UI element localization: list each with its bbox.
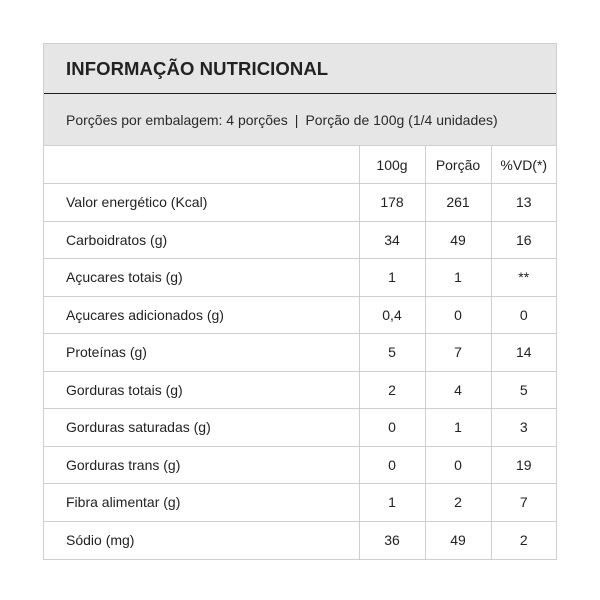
table-row xyxy=(44,409,556,447)
value-vd: 14 xyxy=(491,334,556,372)
portion-size: Porção de 100g (1/4 unidades) xyxy=(305,111,498,128)
servings-per-package: Porções por embalagem: 4 porções xyxy=(66,111,288,128)
nutrient-label: Carboidratos (g) xyxy=(44,221,359,259)
column-header-portion: Porção xyxy=(425,146,491,184)
value-100g: 0 xyxy=(359,409,425,447)
table-row xyxy=(44,296,556,334)
table-row xyxy=(44,371,556,409)
value-vd: 2 xyxy=(491,521,556,559)
value-portion: 2 xyxy=(425,484,491,522)
value-vd: 5 xyxy=(491,371,556,409)
value-vd: 3 xyxy=(491,409,556,447)
servings-separator: | xyxy=(294,111,299,128)
nutrition-table xyxy=(44,146,556,559)
table-row xyxy=(44,521,556,559)
value-100g: 1 xyxy=(359,259,425,297)
column-header-vd: %VD(*) xyxy=(491,146,556,184)
nutrient-label: Proteínas (g) xyxy=(44,334,359,372)
value-portion: 0 xyxy=(425,446,491,484)
value-100g: 1 xyxy=(359,484,425,522)
table-row xyxy=(44,221,556,259)
value-vd: 13 xyxy=(491,184,556,222)
nutrient-label: Açucares adicionados (g) xyxy=(44,296,359,334)
value-100g: 0,4 xyxy=(359,296,425,334)
table-row xyxy=(44,484,556,522)
table-row xyxy=(44,446,556,484)
value-100g: 5 xyxy=(359,334,425,372)
value-vd: 7 xyxy=(491,484,556,522)
value-vd: 16 xyxy=(491,221,556,259)
nutrient-label: Açucares totais (g) xyxy=(44,259,359,297)
value-vd: 19 xyxy=(491,446,556,484)
table-header-row xyxy=(44,146,556,184)
value-portion: 261 xyxy=(425,184,491,222)
nutrient-label: Gorduras trans (g) xyxy=(44,446,359,484)
value-portion: 49 xyxy=(425,521,491,559)
value-portion: 49 xyxy=(425,221,491,259)
value-100g: 178 xyxy=(359,184,425,222)
nutrition-facts-panel xyxy=(43,43,557,560)
title-bar xyxy=(44,44,556,94)
table-row xyxy=(44,184,556,222)
value-100g: 34 xyxy=(359,221,425,259)
value-portion: 4 xyxy=(425,371,491,409)
value-portion: 7 xyxy=(425,334,491,372)
servings-bar xyxy=(44,94,556,146)
table-row xyxy=(44,334,556,372)
value-100g: 0 xyxy=(359,446,425,484)
nutrient-label: Valor energético (Kcal) xyxy=(44,184,359,222)
nutrient-label: Gorduras saturadas (g) xyxy=(44,409,359,447)
table-row xyxy=(44,259,556,297)
nutrition-title: INFORMAÇÃO NUTRICIONAL xyxy=(66,57,329,79)
nutrient-label: Gorduras totais (g) xyxy=(44,371,359,409)
value-vd: ** xyxy=(491,259,556,297)
value-portion: 1 xyxy=(425,259,491,297)
value-100g: 36 xyxy=(359,521,425,559)
nutrient-label: Sódio (mg) xyxy=(66,532,135,548)
value-portion: 0 xyxy=(425,296,491,334)
value-100g: 2 xyxy=(359,371,425,409)
value-vd: 0 xyxy=(491,296,556,334)
nutrient-label: Fibra alimentar (g) xyxy=(44,484,359,522)
column-header-nutrient xyxy=(44,146,359,184)
value-portion: 1 xyxy=(425,409,491,447)
column-header-100g: 100g xyxy=(359,146,425,184)
